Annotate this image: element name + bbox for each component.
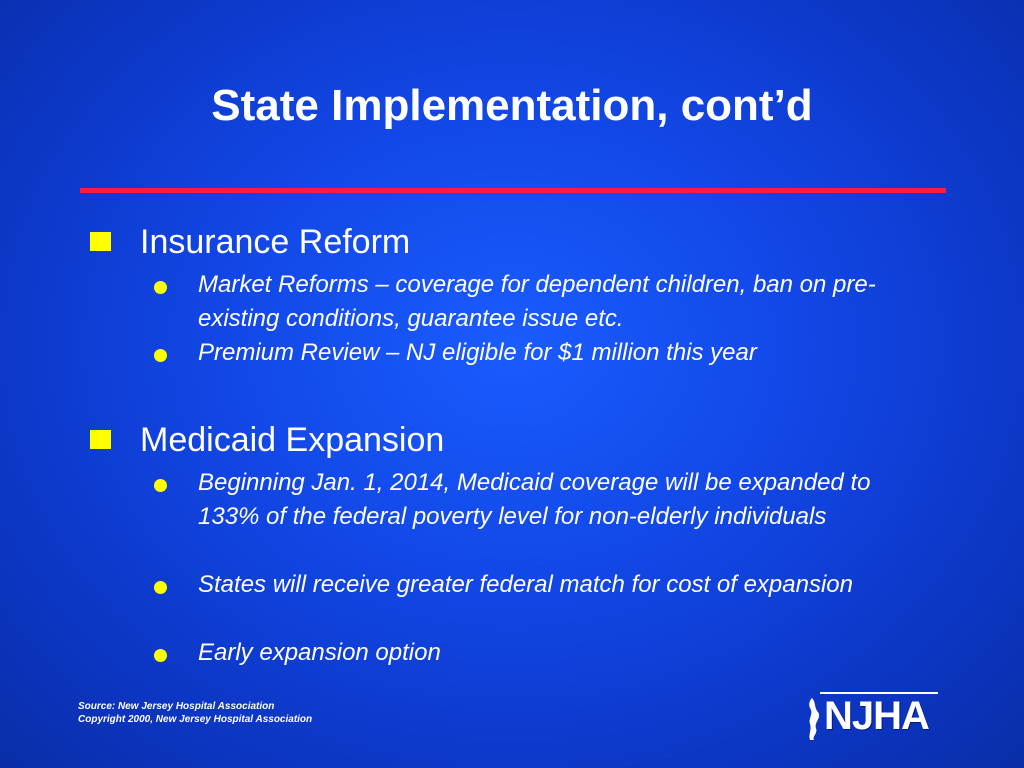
copyright-note: Copyright 2000, New Jersey Hospital Association (78, 714, 313, 725)
round-bullet-icon (154, 479, 167, 492)
round-bullet-icon (154, 581, 167, 594)
title-divider (80, 188, 946, 193)
square-bullet-icon (90, 430, 111, 449)
section-heading: Medicaid Expansion (140, 421, 445, 459)
bullet-text: Premium Review – NJ eligible for $1 million this year (198, 339, 757, 366)
bullet-text: States will receive greater federal match for cost of expansion (198, 571, 853, 598)
round-bullet-icon (154, 649, 167, 662)
slide-title: State Implementation, cont’d (211, 81, 813, 130)
bullet-text: Beginning Jan. 1, 2014, Medicaid coverage will be expanded to 133% of the federal poverty level for non-elderly individuals (198, 469, 871, 530)
bullet-text: Market Reforms – coverage for dependent children, ban on pre-existing conditions, guarantee issue etc. (198, 271, 876, 332)
section-heading: Insurance Reform (140, 223, 411, 261)
source-note: Source: New Jersey Hospital Association (78, 701, 275, 712)
slide-footer (78, 700, 312, 726)
njha-logo (806, 690, 996, 742)
bullet-text: Early expansion option (198, 639, 441, 666)
logo-wordmark: NJHA (824, 694, 929, 738)
square-bullet-icon (90, 232, 111, 251)
round-bullet-icon (154, 349, 167, 362)
round-bullet-icon (154, 281, 167, 294)
